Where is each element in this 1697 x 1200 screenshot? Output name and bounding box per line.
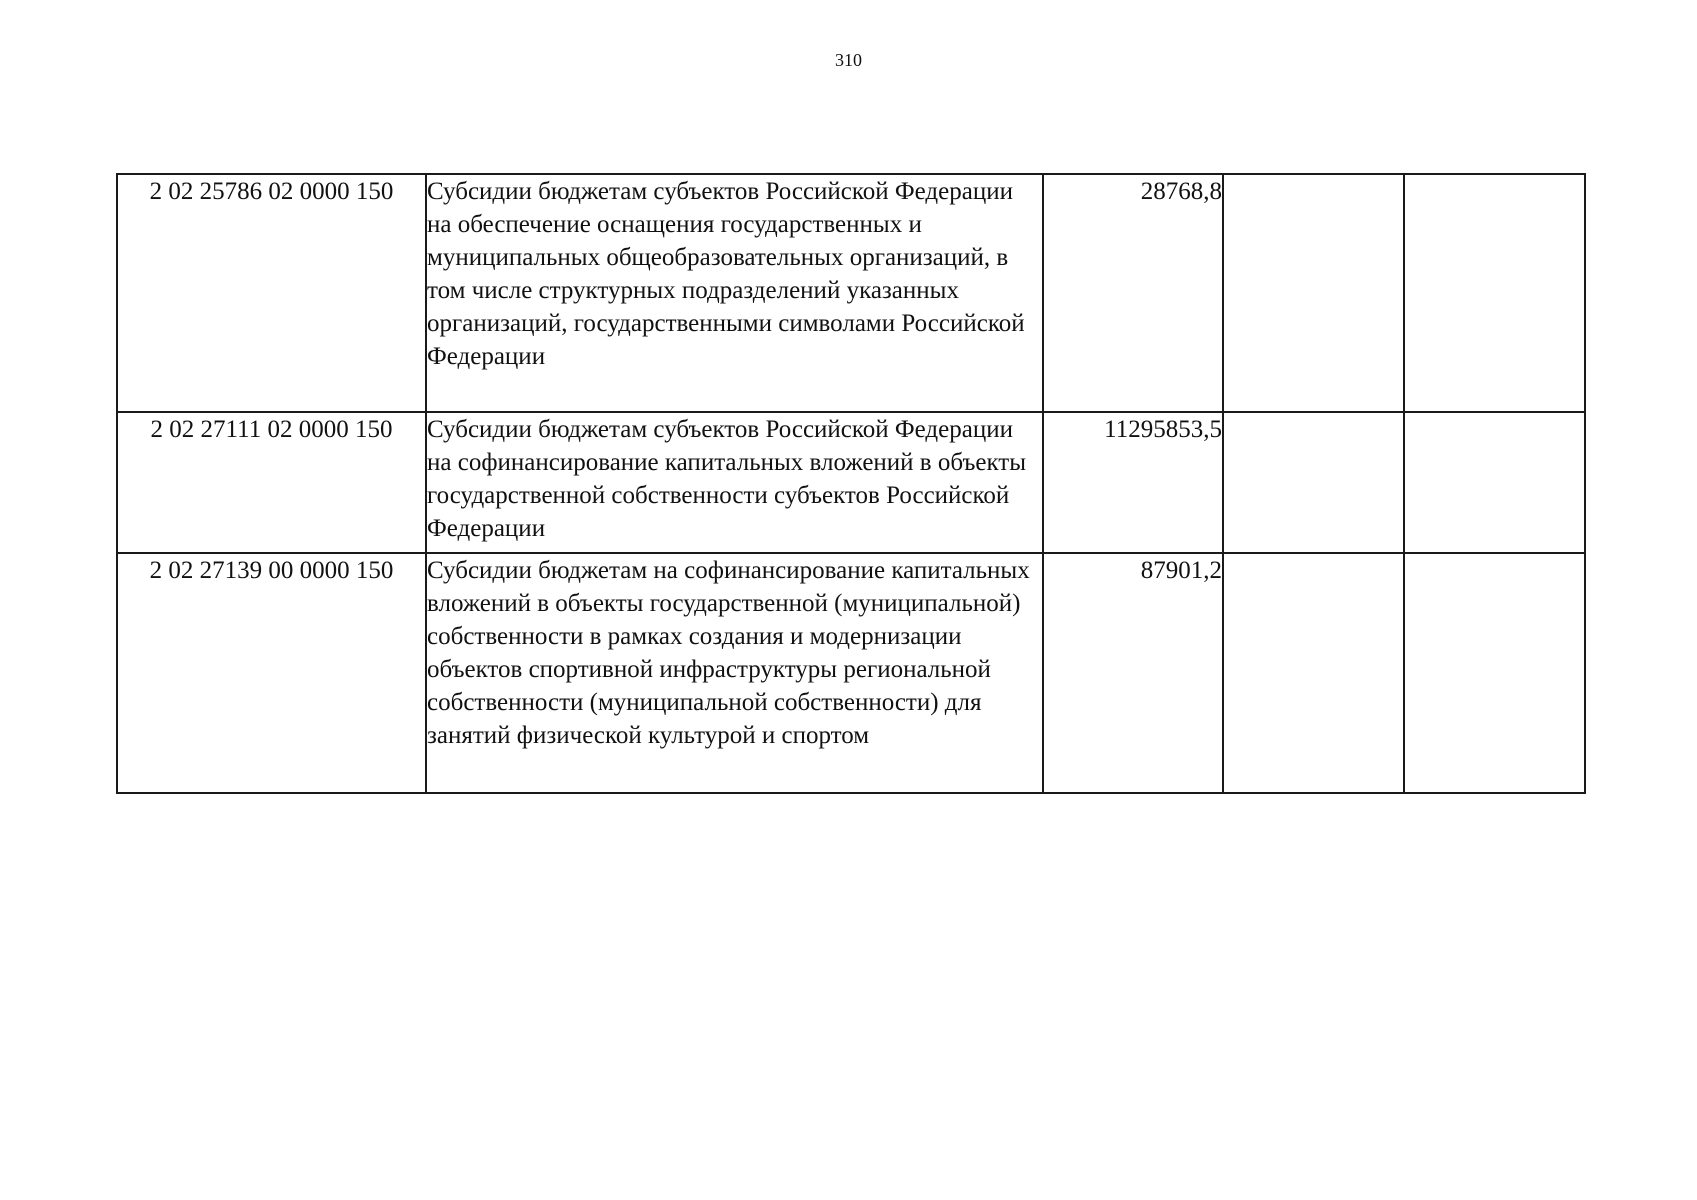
- page-number: 310: [835, 50, 862, 70]
- empty-cell: [1223, 553, 1404, 793]
- empty-cell: [1404, 553, 1585, 793]
- description-cell: Субсидии бюджетам субъектов Российской Федерации на софинансирование капитальных вложений в объекты государственной собственности субъектов Российской Федерации: [426, 412, 1043, 553]
- table-row: [117, 174, 1585, 412]
- empty-cell: [1223, 412, 1404, 553]
- amount-cell: 11295853,5: [1043, 412, 1223, 553]
- amount-cell: 28768,8: [1043, 174, 1223, 412]
- budget-code-cell: 2 02 27111 02 0000 150: [117, 412, 426, 553]
- amount-cell: 87901,2: [1043, 553, 1223, 793]
- budget-code-cell: 2 02 25786 02 0000 150: [117, 174, 426, 412]
- budget-code-cell: 2 02 27139 00 0000 150: [117, 553, 426, 793]
- empty-cell: [1223, 174, 1404, 412]
- empty-cell: [1404, 412, 1585, 553]
- table-row: [117, 553, 1585, 793]
- empty-cell: [1404, 174, 1585, 412]
- budget-revenue-table: [116, 173, 1586, 794]
- description-cell: Субсидии бюджетам на софинансирование капитальных вложений в объекты государственной (муниципальной) собственности в рамках создания и модернизации объектов спортивной инфраструктуры региональной собственности (муниципальной собственности) для занятий физической культурой и спортом: [426, 553, 1043, 793]
- table-row: [117, 412, 1585, 553]
- description-cell: Субсидии бюджетам субъектов Российской Федерации на обеспечение оснащения государственных и муниципальных общеобразовательных организаций, в том числе структурных подразделений указанных организаций, государственными символами Российской Федерации: [426, 174, 1043, 412]
